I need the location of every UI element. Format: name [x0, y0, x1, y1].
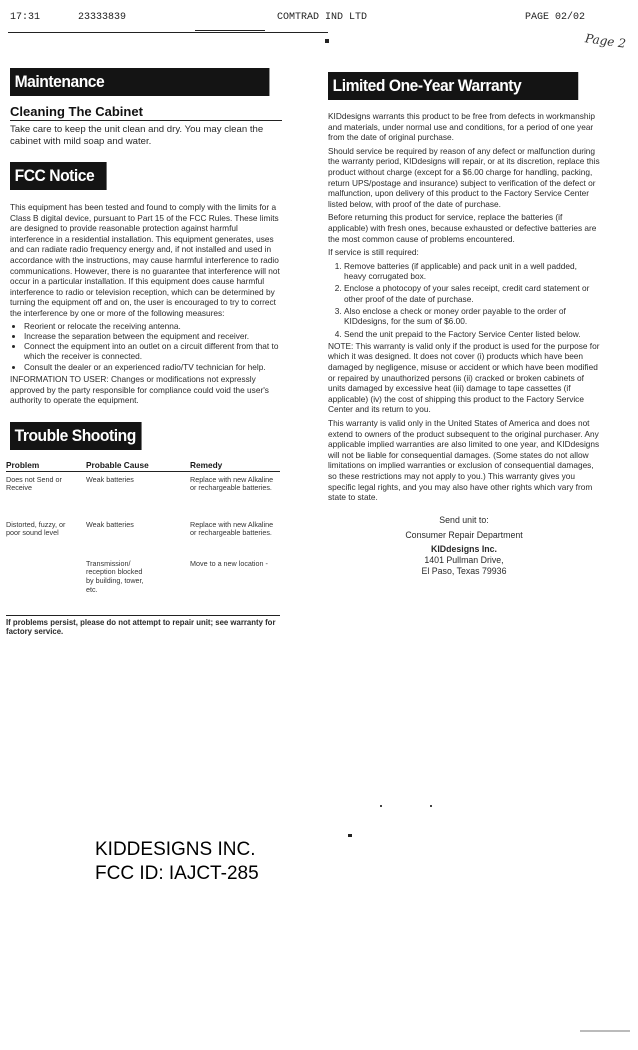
table-footer-rule: [6, 615, 280, 616]
warranty-p1: KIDdesigns warrants this product to be free from defects in workmanship and materials, under normal use and conditions, for a period of one year from the date of original purchase.: [328, 111, 596, 143]
table-cell: Replace with new Alkaline or rechargeable batteries.: [190, 519, 274, 538]
fcc-label: [95, 838, 259, 886]
warranty-note: NOTE: This warranty is valid only if the product is used for the purpose for which it was designed. It does not cover (i) products which have been damaged by negligence, misuse or accident or which have been modified or repaired by unauthorized persons (ii) cracked or broken cabinets of units damaged by excessive heat (iii) damage to tape cassettes (if applicable) (iv) the cost of shipping this product to the Factory Service Center and its return to you.: [328, 340, 600, 415]
send-to: Send unit to:: [439, 514, 489, 525]
trouble-table: [6, 459, 282, 620]
fcc-info: INFORMATION TO USER: Changes or modifications not expressly approved by the party responsible for compliance could void the user's authority to operate the equipment.: [10, 374, 269, 406]
header-rule-short: [195, 30, 265, 31]
header-rule: [8, 32, 328, 33]
scan-speck: [380, 805, 382, 807]
table-cell: Replace with new Alkaline or rechargeable batteries.: [190, 474, 274, 493]
city-address: El Paso, Texas 79936: [421, 565, 507, 576]
handwritten-note: Page 2: [584, 31, 627, 51]
warranty-step: 2. Enclose a photocopy of your sales receipt, credit card statement or other proof of the date of purchase.: [344, 283, 600, 304]
trouble-heading: Trouble Shooting: [10, 422, 142, 450]
warranty-p3: Before returning this product for service, replace the batteries (if applicable) with fresh ones, because exhausted or defective batteries are the most common cause of problems encountered.: [328, 212, 597, 244]
table-cell: Does not Send or Receive: [6, 474, 62, 493]
fcc-measure: • Consult the dealer or an experienced radio/TV technician for help.: [24, 362, 282, 372]
fax-time: 17:31: [10, 12, 41, 23]
warranty-p4: If service is still required:: [328, 247, 419, 258]
fax-page: PAGE 02/02: [525, 12, 586, 23]
warranty-steps: [328, 261, 600, 339]
label-company: KIDDESIGNS INC.: [95, 839, 256, 860]
warranty-p2: Should service be required by reason of any defect or malfunction during the warranty period, KIDdesigns will repair, or at its discretion, replace this product without charge (except for a $6.00 charge for handling, packing, return UPS/postage and insurance) subject to verification of the defect or malfunction, upon delivery of this product to the Factory Service Center listed below, with proof of the date of purchase.: [328, 145, 600, 209]
table-cell: Move to a new location -: [190, 558, 268, 568]
fax-number: 23333839: [78, 12, 127, 23]
fcc-measure: • Connect the equipment into an outlet on a circuit different from that to which the receiver is connected.: [24, 341, 282, 362]
street-address: 1401 Pullman Drive,: [424, 554, 504, 565]
cleaning-subtitle: Cleaning The Cabinet: [10, 104, 143, 119]
col-header-problem: Problem: [6, 459, 40, 470]
company-name: KIDdesigns Inc.: [431, 543, 497, 554]
warranty-p5: This warranty is valid only in the United States of America and does not extend to owners of the product subsequent to the original purchaser. Any applicable implied warranties are also limited to one year, and KIDdesigns will not be liable for consequential damages. (Some states do not allow limitations on implied warranties or exclusion of consequential damages, so these restrictions may not apply to you.) This warranty gives you specific legal rights, and you may also have other rights which vary from state to state.: [328, 417, 600, 503]
table-cell: Weak batteries: [86, 519, 134, 529]
fcc-heading: FCC Notice: [10, 162, 107, 190]
left-column: [6, 68, 282, 636]
service-address: [328, 515, 600, 577]
subtitle-rule: [10, 120, 282, 121]
scan-mark: [325, 39, 329, 43]
fcc-measure: • Reorient or relocate the receiving antenna.: [24, 321, 282, 331]
scan-speck: [430, 805, 432, 807]
fax-sender: COMTRAD IND LTD: [277, 12, 368, 23]
table-header-rule: [6, 471, 280, 472]
table-cell: Distorted, fuzzy, or poor sound level: [6, 519, 66, 538]
fcc-measure: • Increase the separation between the equipment and receiver.: [24, 331, 282, 341]
warranty-step: 3. Also enclose a check or money order payable to the order of KIDdesigns, for the sum of $6.00.: [344, 306, 600, 327]
table-cell: Weak batteries: [86, 474, 134, 484]
trouble-footer: If problems persist, please do not attempt to repair unit; see warranty for factory service.: [6, 617, 276, 636]
col-header-remedy: Remedy: [190, 459, 223, 470]
warranty-step: 4. Send the unit prepaid to the Factory Service Center listed below.: [344, 329, 600, 339]
col-header-cause: Probable Cause: [86, 459, 149, 470]
table-cell: Transmission/ reception blocked by building, tower, etc.: [86, 558, 144, 594]
warranty-step: 1. Remove batteries (if applicable) and pack unit in a well padded, heavy corrugated box.: [344, 261, 600, 282]
warranty-heading: Limited One-Year Warranty: [328, 72, 578, 100]
right-column: [328, 72, 600, 577]
maintenance-heading: Maintenance: [10, 68, 269, 96]
scan-speck: [348, 834, 352, 837]
scan-speck: [580, 1030, 630, 1032]
maintenance-text: Take care to keep the unit clean and dry. You may clean the cabinet with mild soap and water.: [10, 124, 264, 147]
label-fcc-id: FCC ID: IAJCT-285: [95, 863, 259, 884]
fcc-measures: [10, 321, 282, 372]
repair-dept: Consumer Repair Department: [405, 529, 523, 540]
fcc-intro: This equipment has been tested and found to comply with the limits for a Class B digital device, pursuant to Part 15 of the FCC Rules. These limits are designed to provide reasonable protection against harmful interference in a residential installation. This equipment generates, uses and can radiate radio frequency energy and, if not installed and used in accordance with the instructions, may cause harmful interference to radio communications. However, there is no guarantee that interference will not occur in a particular installation. If this equipment does cause harmful interference to radio or television reception, which can be determined by turning the equipment off and on, the user is encouraged to try to correct the interference by one or more of the following measures:: [10, 202, 280, 318]
